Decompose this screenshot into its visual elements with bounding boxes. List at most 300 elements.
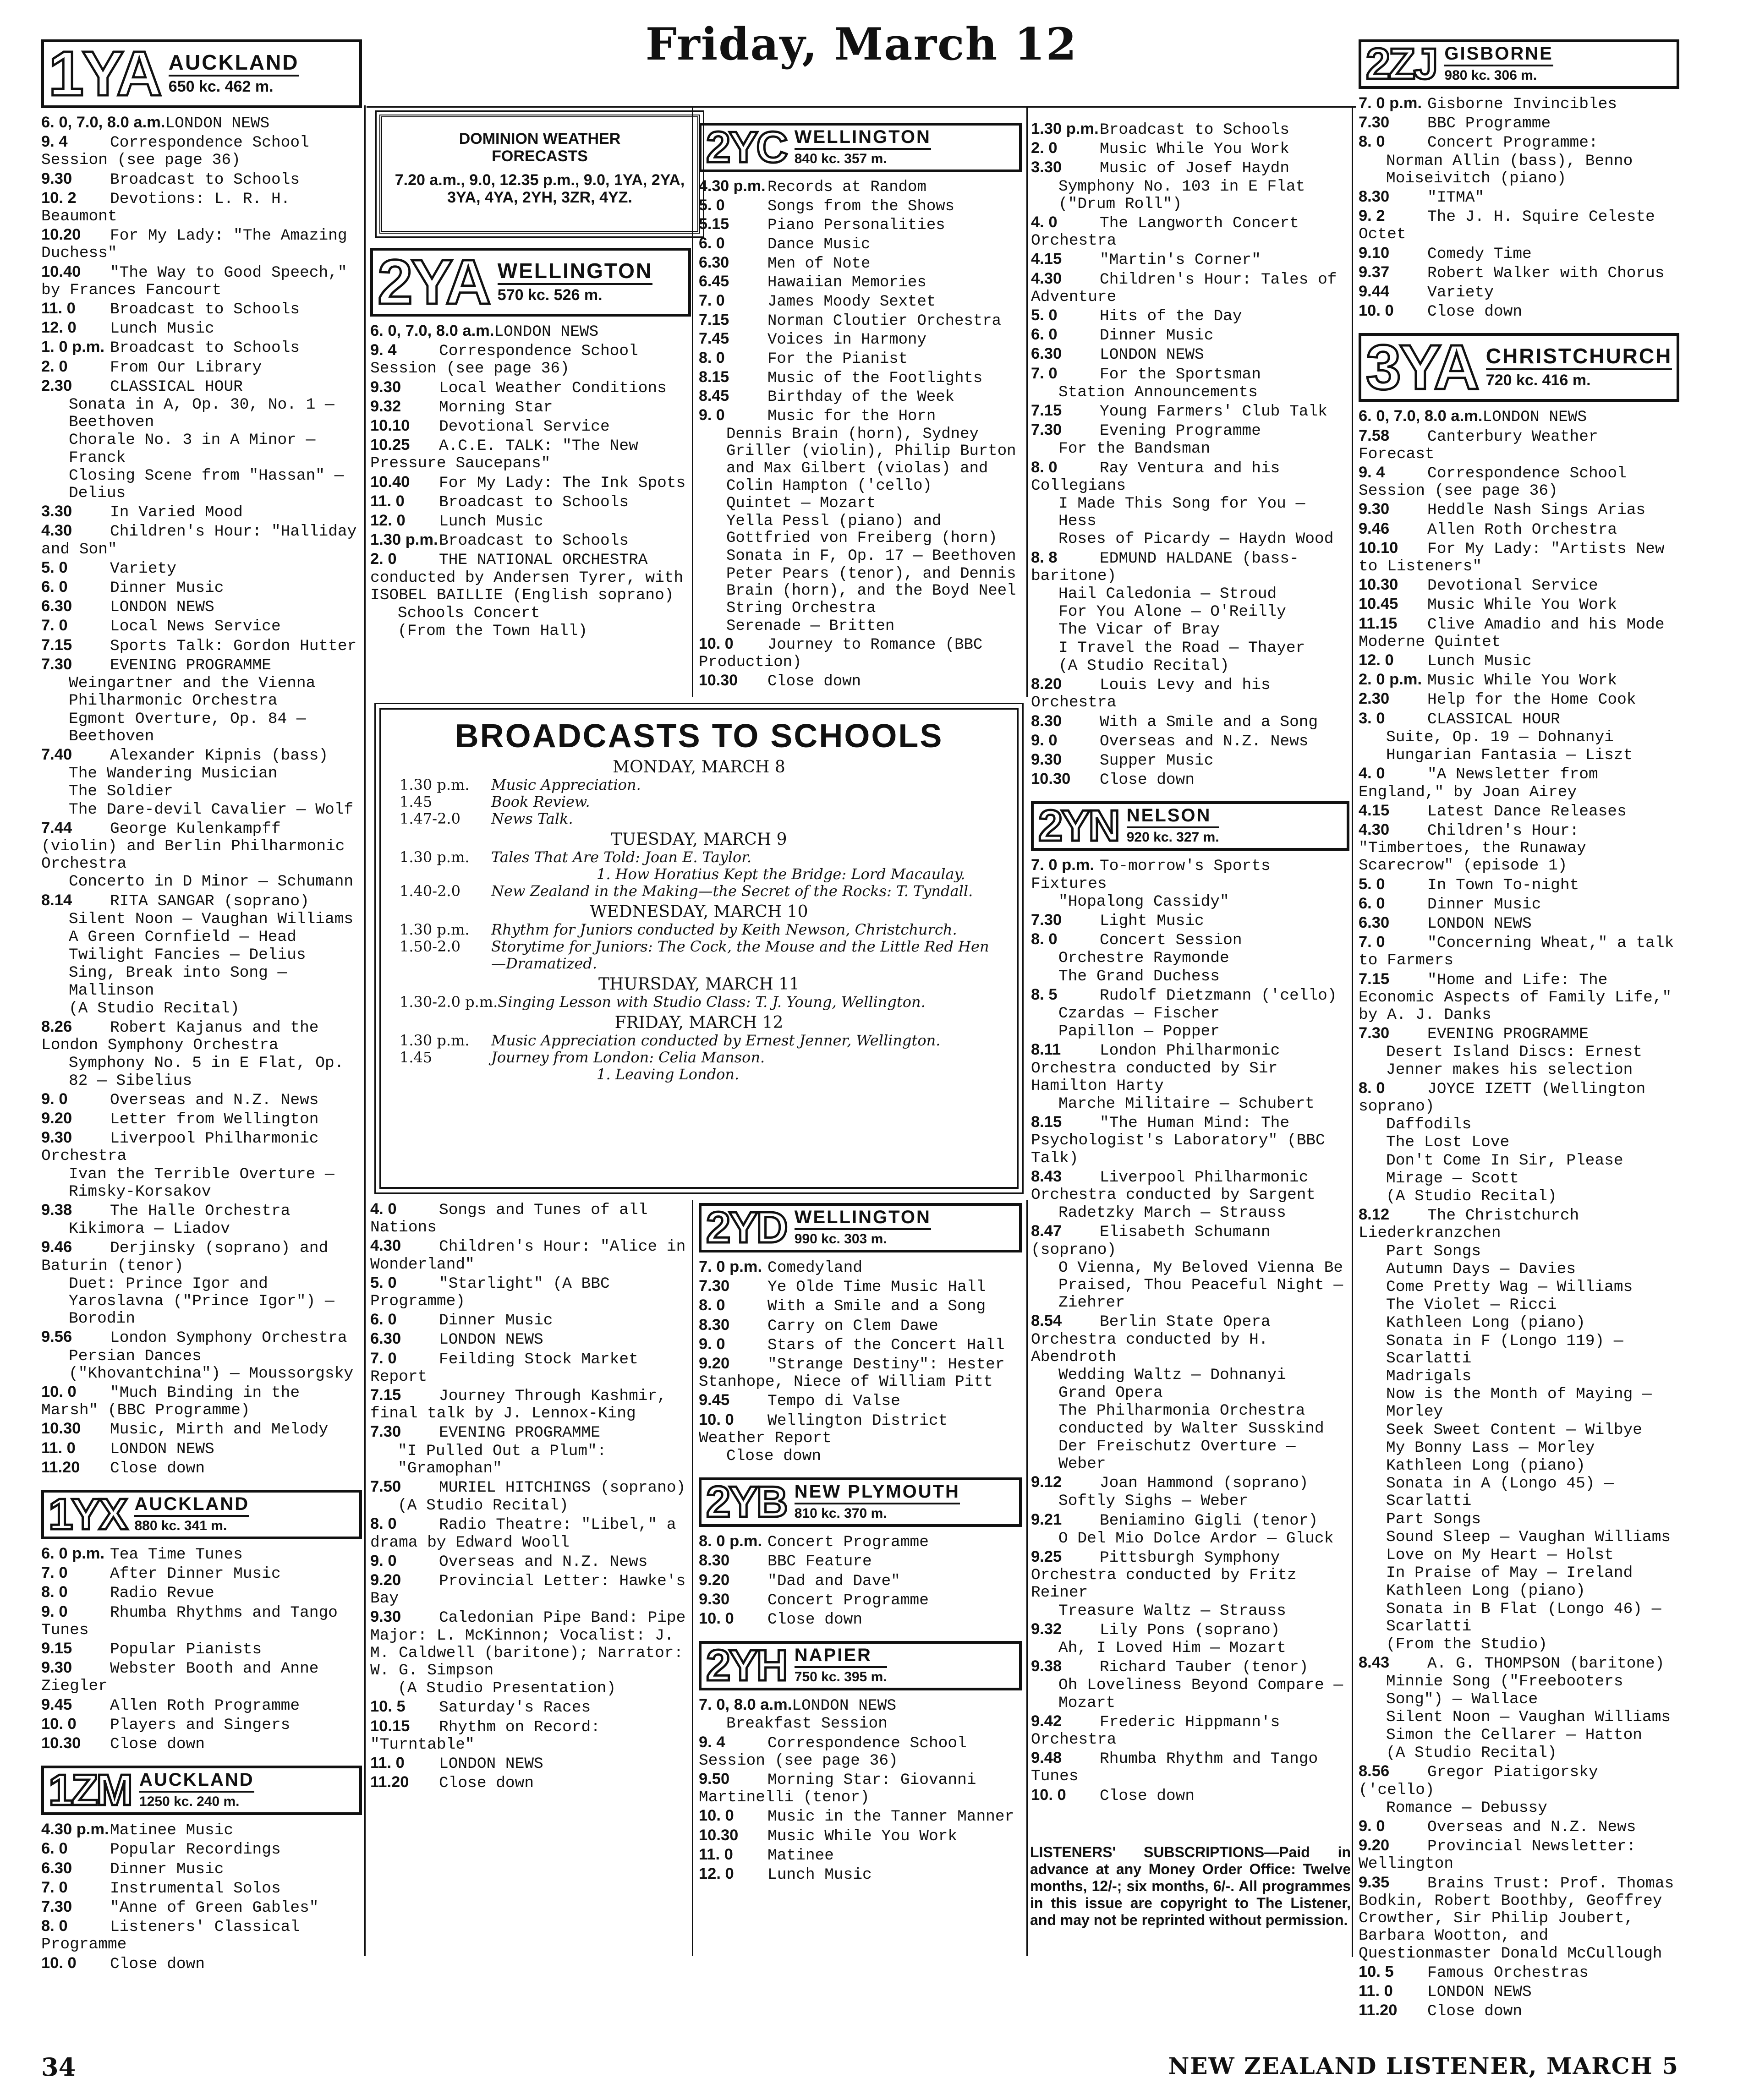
programme-item bbox=[41, 1220, 362, 1238]
programme-title: Concert Session bbox=[1100, 931, 1242, 950]
programme-title: Ye Olde Time Music Hall bbox=[767, 1278, 986, 1296]
programme-item bbox=[41, 1840, 362, 1859]
programme-item bbox=[1359, 1745, 1679, 1762]
schools-item-desc: Music Appreciation. bbox=[491, 776, 641, 793]
programme-item bbox=[41, 522, 362, 558]
programme-time: 9. 4 bbox=[370, 341, 397, 359]
programme-title: (From the Studio) bbox=[1386, 1635, 1547, 1654]
programme-item bbox=[41, 1110, 362, 1128]
programme-time: 11. 0 bbox=[1359, 1982, 1393, 2000]
programme-title: Sonata in F (Longo 119) — Scarlatti bbox=[1386, 1332, 1623, 1367]
programme-item bbox=[1031, 270, 1349, 306]
programme-item bbox=[41, 746, 362, 765]
programme-item bbox=[41, 1238, 362, 1274]
programme-time: 4.30 bbox=[1359, 820, 1390, 838]
programme-item bbox=[370, 1773, 691, 1792]
programme-item bbox=[1031, 1530, 1349, 1548]
programme-title: Derjinsky (soprano) and Baturin (tenor) bbox=[41, 1239, 329, 1275]
programme-title: Hail Caledonia — Stroud bbox=[1058, 585, 1277, 603]
station-city-block bbox=[795, 1482, 960, 1522]
programme-item bbox=[699, 1610, 1022, 1629]
programme-item bbox=[1359, 464, 1679, 500]
programme-title: Songs from the Shows bbox=[767, 197, 955, 215]
programme-title: Variety bbox=[1427, 284, 1494, 302]
programme-time: 8.30 bbox=[699, 1552, 730, 1570]
programme-title: Symphony No. 103 in E Flat ("Drum Roll") bbox=[1058, 177, 1305, 213]
schools-day-heading: MONDAY, MARCH 8 bbox=[613, 758, 785, 777]
programme-time: 9.15 bbox=[41, 1640, 72, 1657]
programme-item bbox=[1359, 1439, 1679, 1457]
programme-item bbox=[41, 377, 362, 396]
programme-time: 9.45 bbox=[41, 1695, 72, 1713]
programme-title: The Soldier bbox=[69, 782, 173, 801]
programme-item bbox=[699, 1296, 1022, 1315]
programme-title: CLASSICAL HOUR bbox=[110, 377, 243, 396]
programme-item bbox=[370, 1330, 691, 1349]
programme-title: Popular Recordings bbox=[110, 1841, 281, 1859]
station-header-s2yd bbox=[699, 1203, 1022, 1252]
programme-title: The Philharmonia Orchestra conducted by Walter Susskind bbox=[1058, 1402, 1324, 1438]
station-city: NAPIER bbox=[794, 1645, 872, 1666]
programme-item bbox=[41, 133, 362, 169]
programme-item bbox=[1031, 495, 1349, 530]
programme-item bbox=[370, 1423, 691, 1442]
programme-item bbox=[699, 672, 1022, 691]
programme-item bbox=[1031, 1548, 1349, 1602]
station-city: AUCKLAND bbox=[134, 1494, 250, 1515]
programme-title: With a Smile and a Song bbox=[1100, 713, 1318, 731]
programme-title: Alexander Kipnis (bass) bbox=[110, 746, 329, 765]
programme-item bbox=[1359, 1386, 1679, 1421]
station-frequency: 840 kc. 357 m. bbox=[795, 148, 931, 167]
station-header-s1yx bbox=[41, 1490, 362, 1539]
programme-item bbox=[699, 1715, 1022, 1733]
programme-item bbox=[41, 873, 362, 891]
programme-item bbox=[370, 1237, 691, 1273]
programme-time: 4.30 p.m. bbox=[699, 177, 766, 195]
programme-title: The Christchurch Liederkranzchen bbox=[1359, 1207, 1579, 1242]
programme-title: My Bonny Lass — Morley bbox=[1386, 1438, 1595, 1457]
programme-title: Kathleen Long (piano) bbox=[1386, 1582, 1585, 1600]
programme-time: 7. 0 bbox=[41, 1564, 68, 1582]
station-frequency: 1250 kc. 240 m. bbox=[139, 1791, 254, 1810]
station-call-sign: 2YN bbox=[1038, 801, 1118, 851]
programme-item bbox=[1359, 1547, 1679, 1564]
programme-item bbox=[41, 1659, 362, 1695]
programme-item bbox=[1359, 1116, 1679, 1133]
programme-item bbox=[41, 1439, 362, 1458]
station-city-block bbox=[795, 128, 931, 167]
programme-item bbox=[1031, 893, 1349, 911]
programme-time: 12. 0 bbox=[699, 1865, 734, 1883]
programme-title: Serenade — Britten bbox=[726, 617, 895, 635]
programme-title: Schools Concert bbox=[398, 604, 540, 623]
station-frequency: 810 kc. 370 m. bbox=[795, 1503, 960, 1522]
programme-time: 9.20 bbox=[1359, 1837, 1390, 1854]
programme-title: Silent Noon — Vaughan Williams bbox=[1386, 1708, 1671, 1726]
programme-title: Concert Programme: bbox=[1427, 134, 1598, 152]
programme-title: Radio Theatre: "Libel," a drama by Edward Wooll bbox=[370, 1516, 676, 1552]
programme-time: 10. 0 bbox=[699, 1610, 734, 1628]
programme-item bbox=[41, 559, 362, 578]
schools-item-time: 1.30-2.0 p.m. bbox=[400, 993, 498, 1011]
station-header-s2ya bbox=[370, 248, 691, 317]
programme-title: Correspondence School Session (see page 36) bbox=[699, 1734, 967, 1770]
broadcasts-to-schools-heading: BROADCASTS TO SCHOOLS bbox=[455, 718, 943, 755]
programme-time: 9.32 bbox=[370, 397, 401, 415]
programme-title: Sonata in F, Op. 17 — Beethoven bbox=[726, 547, 1016, 565]
programme-title: Overseas and N.Z. News bbox=[1100, 732, 1309, 750]
schools-item-desc: Journey from London: Celia Manson. bbox=[491, 1049, 765, 1066]
schools-item-time: 1.45 bbox=[400, 1049, 433, 1066]
programme-time: 7.45 bbox=[699, 330, 729, 348]
programme-time: 2. 0 bbox=[1031, 139, 1058, 157]
programme-title: Correspondence School Session (see page 36) bbox=[41, 134, 309, 170]
programme-time: 5.15 bbox=[699, 215, 729, 233]
programme-title: JOYCE IZETT (Wellington soprano) bbox=[1359, 1080, 1646, 1116]
programme-item bbox=[1359, 615, 1679, 651]
programme-title: LONDON NEWS bbox=[165, 115, 270, 132]
programme-title: Stars of the Concert Hall bbox=[767, 1336, 1005, 1354]
programme-item bbox=[699, 1807, 1022, 1826]
programme-title: Seek Sweet Content — Wilbye bbox=[1386, 1421, 1642, 1439]
programme-item bbox=[1031, 345, 1349, 364]
programme-item bbox=[370, 1350, 691, 1386]
programme-time: 7. 0 p.m. bbox=[1031, 856, 1095, 874]
programme-title: O Del Mio Dolce Ardor — Gluck bbox=[1058, 1529, 1334, 1548]
programme-item bbox=[370, 1311, 691, 1329]
programme-title: Rudolf Dietzmann ('cello) bbox=[1100, 986, 1337, 1005]
programme-title: Variety bbox=[110, 559, 176, 578]
station-city-block bbox=[169, 52, 299, 96]
programme-time: 5. 0 bbox=[41, 558, 68, 576]
programme-title: LONDON NEWS bbox=[110, 598, 214, 617]
programme-title: Radetzky March — Strauss bbox=[1058, 1204, 1286, 1222]
programme-item bbox=[1031, 1677, 1349, 1712]
page-title: Friday, March 12 bbox=[645, 18, 1078, 70]
programme-item bbox=[1359, 1079, 1679, 1116]
weather-text: 7.20 a.m., 9.0, 12.35 p.m., 9.0, 1YA, 2YA, 3YA, 4YA, 2YH, 3ZR, 4YZ. bbox=[395, 171, 685, 206]
programme-item bbox=[1359, 133, 1679, 152]
column-4 bbox=[1031, 120, 1349, 1805]
programme-title: LONDON NEWS bbox=[110, 1440, 214, 1458]
programme-title: Overseas and N.Z. News bbox=[110, 1091, 319, 1109]
station-city: WELLINGTON bbox=[497, 258, 653, 283]
programme-title: Louis Levy and his Orchestra bbox=[1031, 676, 1271, 712]
programme-item bbox=[699, 1696, 1022, 1715]
programme-item bbox=[370, 322, 691, 341]
programme-time: 10.30 bbox=[41, 1734, 81, 1752]
programme-title: Tempo di Valse bbox=[767, 1392, 900, 1411]
programme-item bbox=[41, 636, 362, 655]
programme-time: 10. 5 bbox=[1359, 1963, 1394, 1980]
programme-title: A. G. THOMPSON (baritone) bbox=[1427, 1655, 1665, 1673]
programme-item bbox=[699, 426, 1022, 495]
programme-time: 9.50 bbox=[699, 1770, 730, 1788]
programme-item bbox=[41, 819, 362, 873]
programme-title: Richard Tauber (tenor) bbox=[1100, 1658, 1309, 1677]
programme-item bbox=[1031, 1384, 1349, 1402]
programme-title: Comedy Time bbox=[1427, 245, 1532, 263]
programme-item bbox=[1031, 1168, 1349, 1204]
programme-item bbox=[370, 1386, 691, 1422]
programme-title: Children's Hour: "Halliday and Son" bbox=[41, 523, 357, 558]
programme-title: Hawaiian Memories bbox=[767, 274, 926, 292]
programme-item bbox=[1359, 651, 1679, 670]
programme-title: "Much Binding in the Marsh" (BBC Programme) bbox=[41, 1384, 300, 1420]
station-header-s1zm bbox=[41, 1766, 362, 1815]
programme-time: 11.20 bbox=[370, 1773, 409, 1791]
programme-time: 7. 0, 8.0 a.m. bbox=[699, 1696, 792, 1714]
programme-item bbox=[41, 911, 362, 928]
programme-time: 6. 0 bbox=[699, 234, 725, 252]
programme-item bbox=[41, 711, 362, 745]
programme-item bbox=[699, 548, 1022, 565]
programme-item bbox=[1359, 1762, 1679, 1799]
programme-time: 7.44 bbox=[41, 819, 72, 837]
station-city-block bbox=[1444, 44, 1553, 84]
programme-time: 9. 0 bbox=[41, 1090, 68, 1108]
programme-item bbox=[41, 1583, 362, 1602]
programme-item bbox=[370, 436, 691, 472]
programme-time: 11.20 bbox=[1359, 2002, 1398, 2019]
station-city: NEW PLYMOUTH bbox=[794, 1482, 960, 1502]
programme-time: 6.30 bbox=[370, 1330, 401, 1348]
programme-item bbox=[1031, 250, 1349, 269]
programme-time: 10. 0 bbox=[41, 1715, 77, 1733]
programme-item bbox=[370, 1200, 691, 1236]
programme-title: THE NATIONAL ORCHESTRA conducted by Andersen Tyrer, with ISOBEL BAILLIE (English soprano) bbox=[370, 551, 684, 604]
programme-item bbox=[370, 341, 691, 377]
programme-time: 2. 0 p.m. bbox=[1359, 671, 1422, 689]
programme-title: In Praise of May — Ireland bbox=[1386, 1564, 1633, 1582]
programme-title: Lily Pons (soprano) bbox=[1100, 1621, 1280, 1639]
programme-time: 10.40 bbox=[370, 473, 410, 491]
programme-title: Close down bbox=[1100, 1787, 1195, 1805]
programme-item bbox=[1031, 459, 1349, 495]
programme-item bbox=[370, 1515, 691, 1551]
programme-title: Robert Walker with Chorus bbox=[1427, 264, 1665, 282]
programme-title: Roses of Picardy — Haydn Wood bbox=[1058, 530, 1334, 548]
programme-item bbox=[41, 1696, 362, 1715]
programme-title: Treasure Waltz — Strauss bbox=[1058, 1602, 1286, 1620]
station-city-block bbox=[1127, 806, 1219, 846]
programme-item bbox=[1031, 178, 1349, 213]
programme-item bbox=[1031, 402, 1349, 421]
spacer bbox=[1031, 789, 1349, 798]
column-3 bbox=[699, 120, 1022, 691]
station-header-s1ya bbox=[41, 39, 362, 108]
programme-title: "A Newsletter from England," by Joan Airey bbox=[1359, 766, 1598, 801]
programme-item bbox=[41, 946, 362, 964]
station-call-sign: 2YD bbox=[706, 1203, 786, 1252]
programme-title: Music While You Work bbox=[1427, 672, 1617, 690]
programme-title: Caledonian Pipe Band: Pipe Major: L. McKinnon; Vocalist: J. M. Caldwell (baritone); Narrator: W. G. Simpson bbox=[370, 1609, 686, 1680]
programme-time: 11. 0 bbox=[699, 1845, 733, 1863]
programme-time: 9.30 bbox=[41, 1659, 72, 1677]
programme-time: 10.15 bbox=[370, 1717, 410, 1735]
programme-title: Marche Militaire — Schubert bbox=[1058, 1094, 1315, 1113]
programme-title: Persian Dances ("Khovantchina") — Moussorgsky bbox=[69, 1347, 354, 1383]
programme-item bbox=[699, 1316, 1022, 1335]
programme-time: 9. 0 bbox=[41, 1602, 68, 1620]
programme-item bbox=[41, 300, 362, 318]
programme-item bbox=[41, 1734, 362, 1753]
programme-title: Close down bbox=[439, 1774, 534, 1793]
programme-time: 11. 0 bbox=[41, 300, 76, 317]
programme-title: Morning Star bbox=[439, 398, 553, 416]
programme-title: Devotional Service bbox=[1427, 577, 1598, 595]
programme-title: A Green Cornfield — Head bbox=[69, 928, 296, 946]
programme-title: LONDON NEWS bbox=[1482, 408, 1587, 427]
programme-item bbox=[370, 1698, 691, 1717]
programme-item bbox=[41, 801, 362, 819]
programme-item bbox=[1359, 520, 1679, 539]
programme-time: 9.38 bbox=[41, 1201, 72, 1219]
programme-item bbox=[370, 1754, 691, 1773]
programme-item bbox=[1359, 595, 1679, 614]
programme-item bbox=[699, 388, 1022, 406]
programme-item bbox=[1359, 1727, 1679, 1744]
programme-item bbox=[1031, 1493, 1349, 1510]
programme-title: For the Bandsman bbox=[1058, 440, 1211, 458]
programme-title: Lunch Music bbox=[767, 1866, 872, 1884]
programme-title: (A Studio Recital) bbox=[398, 1497, 569, 1515]
programme-title: With a Smile and a Song bbox=[767, 1297, 986, 1316]
programme-time: 7. 0 bbox=[41, 617, 68, 634]
programme-item bbox=[370, 550, 691, 604]
programme-item bbox=[1031, 657, 1349, 675]
programme-title: Sonata in A (Longo 45) — Scarlatti bbox=[1386, 1475, 1614, 1510]
programme-time: 7.30 bbox=[699, 1277, 730, 1295]
programme-item bbox=[699, 1258, 1022, 1277]
programme-time: 10. 0 bbox=[41, 1954, 77, 1972]
title-rule bbox=[367, 106, 1356, 108]
programme-time: 9.20 bbox=[699, 1571, 730, 1589]
programme-title: Madrigals bbox=[1386, 1367, 1472, 1385]
programme-time: 9. 2 bbox=[1359, 207, 1385, 225]
programme-item bbox=[41, 1917, 362, 1953]
station-city: GISBORNE bbox=[1444, 44, 1553, 64]
column-2 bbox=[370, 245, 691, 640]
programme-item bbox=[1359, 1296, 1679, 1314]
programme-time: 9. 4 bbox=[41, 133, 68, 151]
programme-item bbox=[1031, 1602, 1349, 1620]
programme-title: Overseas and N.Z. News bbox=[439, 1553, 648, 1571]
programme-title: Ah, I Loved Him — Mozart bbox=[1058, 1639, 1286, 1657]
programme-item bbox=[370, 473, 691, 492]
programme-time: 2. 0 bbox=[41, 357, 68, 375]
programme-time: 9.32 bbox=[1031, 1620, 1062, 1638]
programme-item bbox=[41, 1459, 362, 1477]
schools-day-heading: WEDNESDAY, MARCH 10 bbox=[590, 902, 808, 921]
programme-title: Young Farmers' Club Talk bbox=[1100, 403, 1327, 421]
programme-title: LONDON NEWS bbox=[439, 1331, 543, 1349]
programme-item bbox=[370, 1608, 691, 1679]
station-frequency: 990 kc. 303 m. bbox=[795, 1228, 931, 1247]
spacer bbox=[41, 1754, 362, 1763]
programme-time: 7. 0 p.m. bbox=[1359, 94, 1422, 112]
broadcasts-to-schools-days bbox=[400, 759, 998, 1083]
programme-item bbox=[699, 1734, 1022, 1770]
programme-item bbox=[1031, 950, 1349, 967]
programme-title: Matinee Music bbox=[110, 1821, 234, 1840]
programme-title: Now is the Month of Maying — Morley bbox=[1386, 1385, 1652, 1421]
programme-time: 12. 0 bbox=[370, 512, 406, 530]
page-number: 34 bbox=[41, 2052, 76, 2082]
programme-item bbox=[41, 263, 362, 299]
programme-item bbox=[41, 1879, 362, 1898]
programme-item bbox=[699, 1591, 1022, 1609]
programme-title: Matinee bbox=[767, 1846, 834, 1865]
programme-title: Desert Island Discs: Ernest Jenner makes his selection bbox=[1386, 1043, 1642, 1079]
programme-item bbox=[1031, 326, 1349, 345]
programme-item bbox=[1031, 621, 1349, 639]
programme-item bbox=[1359, 1188, 1679, 1205]
programme-time: 6. 0 p.m. bbox=[41, 1545, 105, 1563]
programme-title: Latest Dance Releases bbox=[1427, 802, 1627, 820]
programme-item bbox=[699, 407, 1022, 426]
programme-item bbox=[699, 1277, 1022, 1296]
programme-title: Close down bbox=[1427, 303, 1523, 321]
programme-time: 8. 0 bbox=[699, 1296, 725, 1314]
programme-time: 10.10 bbox=[1359, 539, 1398, 557]
programme-item bbox=[1359, 188, 1679, 207]
programme-item bbox=[1031, 421, 1349, 440]
programme-item bbox=[1359, 875, 1679, 894]
programme-time: 9. 0 bbox=[1031, 731, 1058, 749]
programme-item bbox=[1359, 821, 1679, 875]
programme-item bbox=[370, 531, 691, 550]
programme-item bbox=[41, 1129, 362, 1165]
programme-title: Local News Service bbox=[110, 618, 281, 636]
schools-item-time: 1.40-2.0 bbox=[400, 882, 460, 900]
programme-title: Wedding Waltz — Dohnanyi bbox=[1058, 1366, 1286, 1384]
programme-time: 6. 0 bbox=[370, 1311, 397, 1329]
programme-time: 7. 0 bbox=[1359, 933, 1385, 951]
programme-title: Duet: Prince Igor and Yaroslavna ("Prince Igor") — Borodin bbox=[69, 1274, 334, 1328]
schools-item-desc: 1. Leaving London. bbox=[597, 1066, 740, 1083]
programme-item bbox=[1359, 1982, 1679, 2001]
schools-item-time: 1.50-2.0 bbox=[400, 938, 460, 955]
programme-title: LONDON NEWS bbox=[1100, 346, 1204, 364]
programme-title: To-morrow's Sports Fixtures bbox=[1031, 857, 1271, 893]
programme-time: 9.25 bbox=[1031, 1548, 1062, 1566]
programme-title: Elisabeth Schumann (soprano) bbox=[1031, 1223, 1271, 1259]
schools-item bbox=[400, 921, 998, 938]
programme-item bbox=[699, 312, 1022, 330]
programme-title: Don't Come In Sir, Please bbox=[1386, 1151, 1623, 1170]
programme-time: 5. 0 bbox=[1031, 306, 1058, 324]
programme-title: Lunch Music bbox=[439, 513, 543, 531]
programme-title: Papillon — Popper bbox=[1058, 1023, 1220, 1041]
programme-title: Piano Personalities bbox=[767, 217, 945, 235]
column-2-lower bbox=[370, 1200, 691, 1793]
programme-title: (A Studio Recital) bbox=[1386, 1744, 1557, 1762]
programme-time: 10. 0 bbox=[699, 635, 734, 653]
programme-title: BBC Programme bbox=[1427, 115, 1551, 133]
programme-item bbox=[1031, 549, 1349, 585]
programme-title: Liverpool Philharmonic Orchestra bbox=[41, 1130, 319, 1165]
programme-title: Beniamino Gigli (tenor) bbox=[1100, 1511, 1318, 1530]
programme-time: 9. 4 bbox=[699, 1733, 725, 1751]
programme-item bbox=[41, 1275, 362, 1328]
programme-title: Sing, Break into Song — Mallinson bbox=[69, 964, 287, 1000]
programme-item bbox=[1031, 1005, 1349, 1023]
schools-item bbox=[400, 777, 998, 793]
programme-time: 8. 0 p.m. bbox=[699, 1532, 762, 1550]
programme-item bbox=[1359, 1529, 1679, 1546]
